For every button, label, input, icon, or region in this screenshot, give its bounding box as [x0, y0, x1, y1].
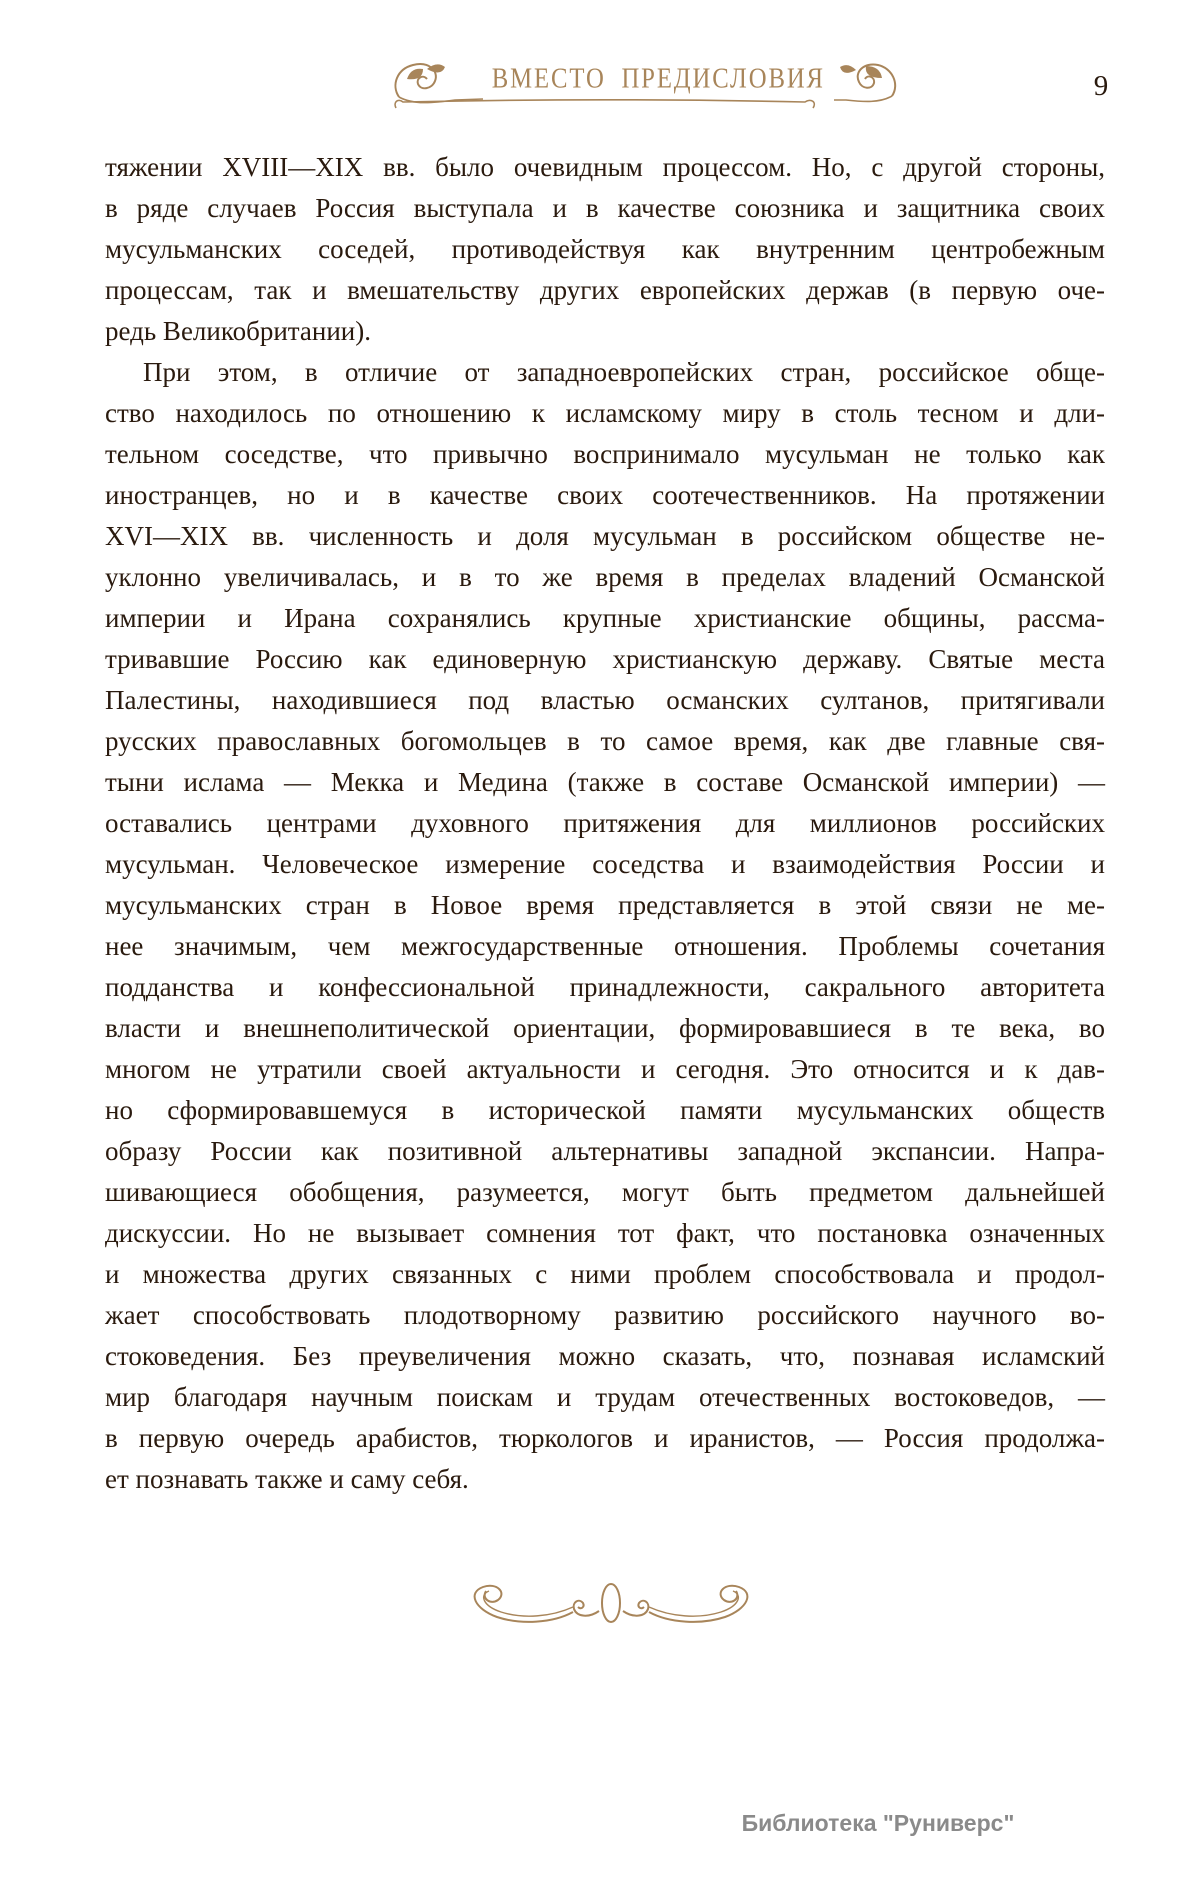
text-line: жает способствовать плодотворному развитию российского научного во-	[105, 1300, 1105, 1330]
header-rule	[391, 96, 819, 110]
body-text	[105, 147, 1105, 1500]
text-line: иностранцев, но и в качестве своих соотечественников. На протяжении	[105, 480, 1105, 510]
text-line: мир благодаря научным поискам и трудам отечественных востоковедов, —	[105, 1382, 1105, 1412]
text-line: власти и внешнеполитической ориентации, формировавшиеся в те века, во	[105, 1013, 1105, 1043]
text-line: При этом, в отличие от западноевропейских стран, российское обще-	[143, 357, 1105, 387]
text-line: ет познавать также и саму себя.	[105, 1464, 469, 1494]
header-scroll-right-icon	[834, 56, 898, 109]
text-line: русских православных богомольцев в то самое время, как две главные свя-	[105, 726, 1105, 756]
text-line: мусульманских стран в Новое время представляется в этой связи не ме-	[105, 890, 1105, 920]
text-line: империи и Ирана сохранялись крупные христианские общины, рассма-	[105, 603, 1105, 633]
text-line: тельном соседстве, что привычно воспринимало мусульман не только как	[105, 439, 1105, 469]
text-line: в первую очередь арабистов, тюркологов и иранистов, — Россия продолжа-	[105, 1423, 1105, 1453]
chapter-header	[393, 57, 825, 107]
text-line: XVI—XIX вв. численность и доля мусульман в российском обществе не-	[105, 521, 1105, 551]
text-line: уклонно увеличивалась, и в то же время в пределах владений Османской	[105, 562, 1105, 592]
text-line: образу России как позитивной альтернативы западной экспансии. Напра-	[105, 1136, 1105, 1166]
text-line: подданства и конфессиональной принадлежности, сакрального авторитета	[105, 972, 1105, 1002]
text-line: и множества других связанных с ними проблем способствовала и продол-	[105, 1259, 1105, 1289]
text-line: тыни ислама — Мекка и Медина (также в составе Османской империи) —	[105, 767, 1105, 797]
text-line: шивающиеся обобщения, разумеется, могут быть предметом дальнейшей	[105, 1177, 1105, 1207]
text-line: дискуссии. Но не вызывает сомнения тот факт, что постановка означенных	[105, 1218, 1105, 1248]
text-line: но сформировавшемуся в исторической памяти мусульманских обществ	[105, 1095, 1105, 1125]
text-line: ство находилось по отношению к исламскому миру в столь тесном и дли-	[105, 398, 1105, 428]
text-line: стоковедения. Без преувеличения можно сказать, что, познавая исламский	[105, 1341, 1105, 1371]
text-line: многом не утратили своей актуальности и сегодня. Это относится и к дав-	[105, 1054, 1105, 1084]
text-line: Палестины, находившиеся под властью османских султанов, притягивали	[105, 685, 1105, 715]
text-line: оставались центрами духовного притяжения для миллионов российских	[105, 808, 1105, 838]
text-line: мусульман. Человеческое измерение соседства и взаимодействия России и	[105, 849, 1105, 879]
text-line: тривавшие Россию как единоверную христианскую державу. Святые места	[105, 644, 1105, 674]
text-line: в ряде случаев Россия выступала и в качестве союзника и защитника своих	[105, 193, 1105, 223]
chapter-title: ВМЕСТО ПРЕДИСЛОВИЯ	[491, 62, 825, 95]
end-flourish-icon	[453, 1579, 769, 1629]
text-line: редь Великобритании).	[105, 316, 371, 346]
page-number: 9	[1093, 70, 1109, 102]
library-watermark: Библиотека "Руниверс"	[741, 1810, 1015, 1836]
text-line: мусульманских соседей, противодействуя как внутренним центробежным	[105, 234, 1105, 264]
text-line: тяжении XVIII—XIX вв. было очевидным процессом. Но, с другой стороны,	[105, 152, 1105, 182]
text-line: нее значимым, чем межгосударственные отношения. Проблемы сочетания	[105, 931, 1105, 961]
text-line: процессам, так и вмешательству других европейских держав (в первую оче-	[105, 275, 1105, 305]
